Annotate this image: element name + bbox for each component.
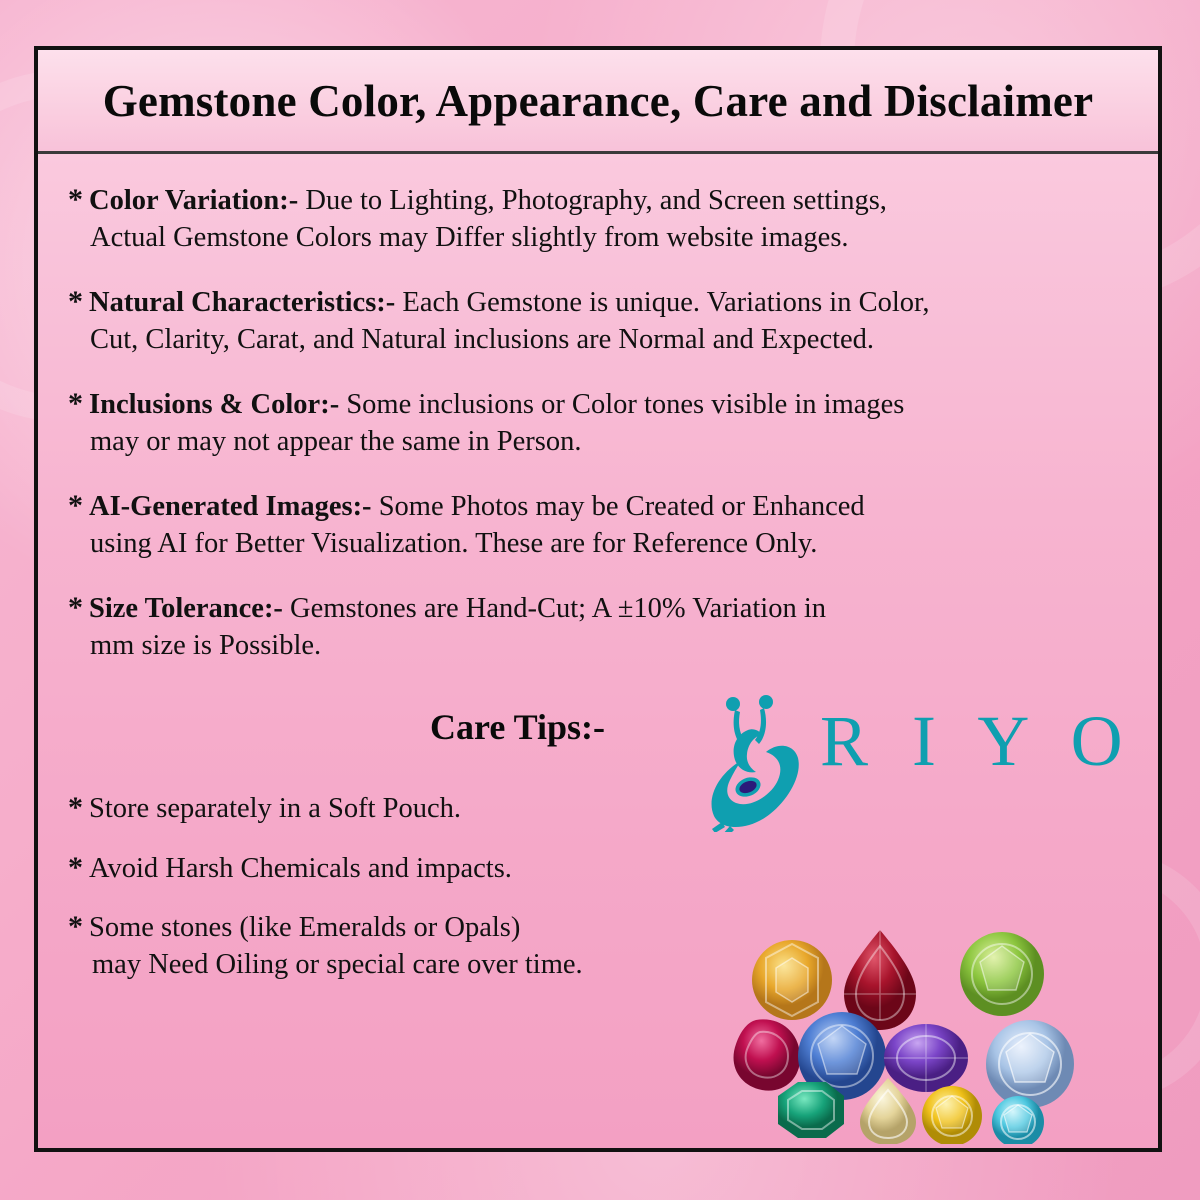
care-tip-text: Avoid Harsh Chemicals and impacts. — [89, 852, 512, 884]
care-tips-heading: Care Tips:- — [430, 707, 606, 748]
clause-label: Inclusions & Color:- — [89, 389, 340, 421]
clause-label: Natural Characteristics:- — [89, 287, 396, 319]
bullet-star-icon: * — [68, 791, 83, 825]
clause-color-variation — [68, 180, 1130, 256]
page-title: Gemstone Color, Appearance, Care and Disclaimer — [102, 75, 1094, 126]
clause-text-line2: Cut, Clarity, Carat, and Natural inclusions are Normal and Expected. — [90, 324, 875, 356]
peacock-icon — [678, 682, 828, 832]
clause-text-line1: Due to Lighting, Photography, and Screen settings, — [298, 185, 887, 216]
gem-amethyst-oval — [884, 1024, 968, 1092]
card-body — [38, 154, 1158, 983]
gemstone-cluster-illustration — [730, 914, 1150, 1144]
clause-text-line1: Some Photos may be Created or Enhanced — [371, 491, 865, 523]
bullet-star-icon: * — [68, 489, 83, 523]
bullet-star-icon: * — [68, 285, 83, 319]
gem-aquamarine-round — [986, 1020, 1074, 1108]
brand-logo — [678, 682, 1148, 822]
gem-rhodolite-trillion — [734, 1019, 801, 1090]
care-tip-item — [68, 848, 1130, 887]
disclaimer-card — [34, 46, 1162, 1152]
clause-text-line1: Gemstones are Hand-Cut; A ±10% Variation in — [282, 593, 826, 625]
brand-name: R I Y O — [820, 701, 1136, 782]
clause-text-line2: using AI for Better Visualization. These are for Reference Only. — [90, 528, 818, 560]
care-tips-header-row — [68, 690, 1136, 782]
care-tip-text: Some stones (like Emeralds or Opals) — [89, 911, 521, 943]
clause-size-tolerance — [68, 588, 1130, 664]
gem-yellow-sapphire-round — [922, 1086, 982, 1144]
header-band — [38, 50, 1158, 154]
gem-emerald-octagon — [778, 1082, 844, 1138]
bullet-star-icon: * — [68, 909, 83, 943]
clause-natural-characteristics — [68, 282, 1130, 358]
care-tip-text: Store separately in a Soft Pouch. — [89, 793, 462, 825]
bullet-star-icon: * — [68, 850, 83, 884]
care-tip-text-line2: may Need Oiling or special care over time. — [92, 948, 583, 980]
clause-text-line2: Actual Gemstone Colors may Differ slightly from website images. — [90, 222, 849, 254]
gem-citrine-round — [752, 940, 832, 1020]
bullet-star-icon: * — [68, 387, 83, 421]
clause-text-line1: Each Gemstone is unique. Variations in Color, — [395, 287, 930, 319]
clause-inclusions-color — [68, 384, 1130, 460]
clause-text-line2: mm size is Possible. — [90, 630, 322, 662]
clause-label: Size Tolerance:- — [89, 593, 283, 625]
bullet-star-icon: * — [68, 591, 83, 625]
bullet-star-icon: * — [68, 183, 83, 216]
clause-label: AI-Generated Images:- — [89, 491, 372, 523]
clause-label: Color Variation:- — [89, 185, 299, 216]
clause-text-line2: may or may not appear the same in Person. — [90, 426, 582, 458]
clause-text-line1: Some inclusions or Color tones visible in images — [339, 389, 905, 421]
gem-peridot-round — [960, 932, 1044, 1016]
clause-ai-generated-images — [68, 486, 1130, 562]
